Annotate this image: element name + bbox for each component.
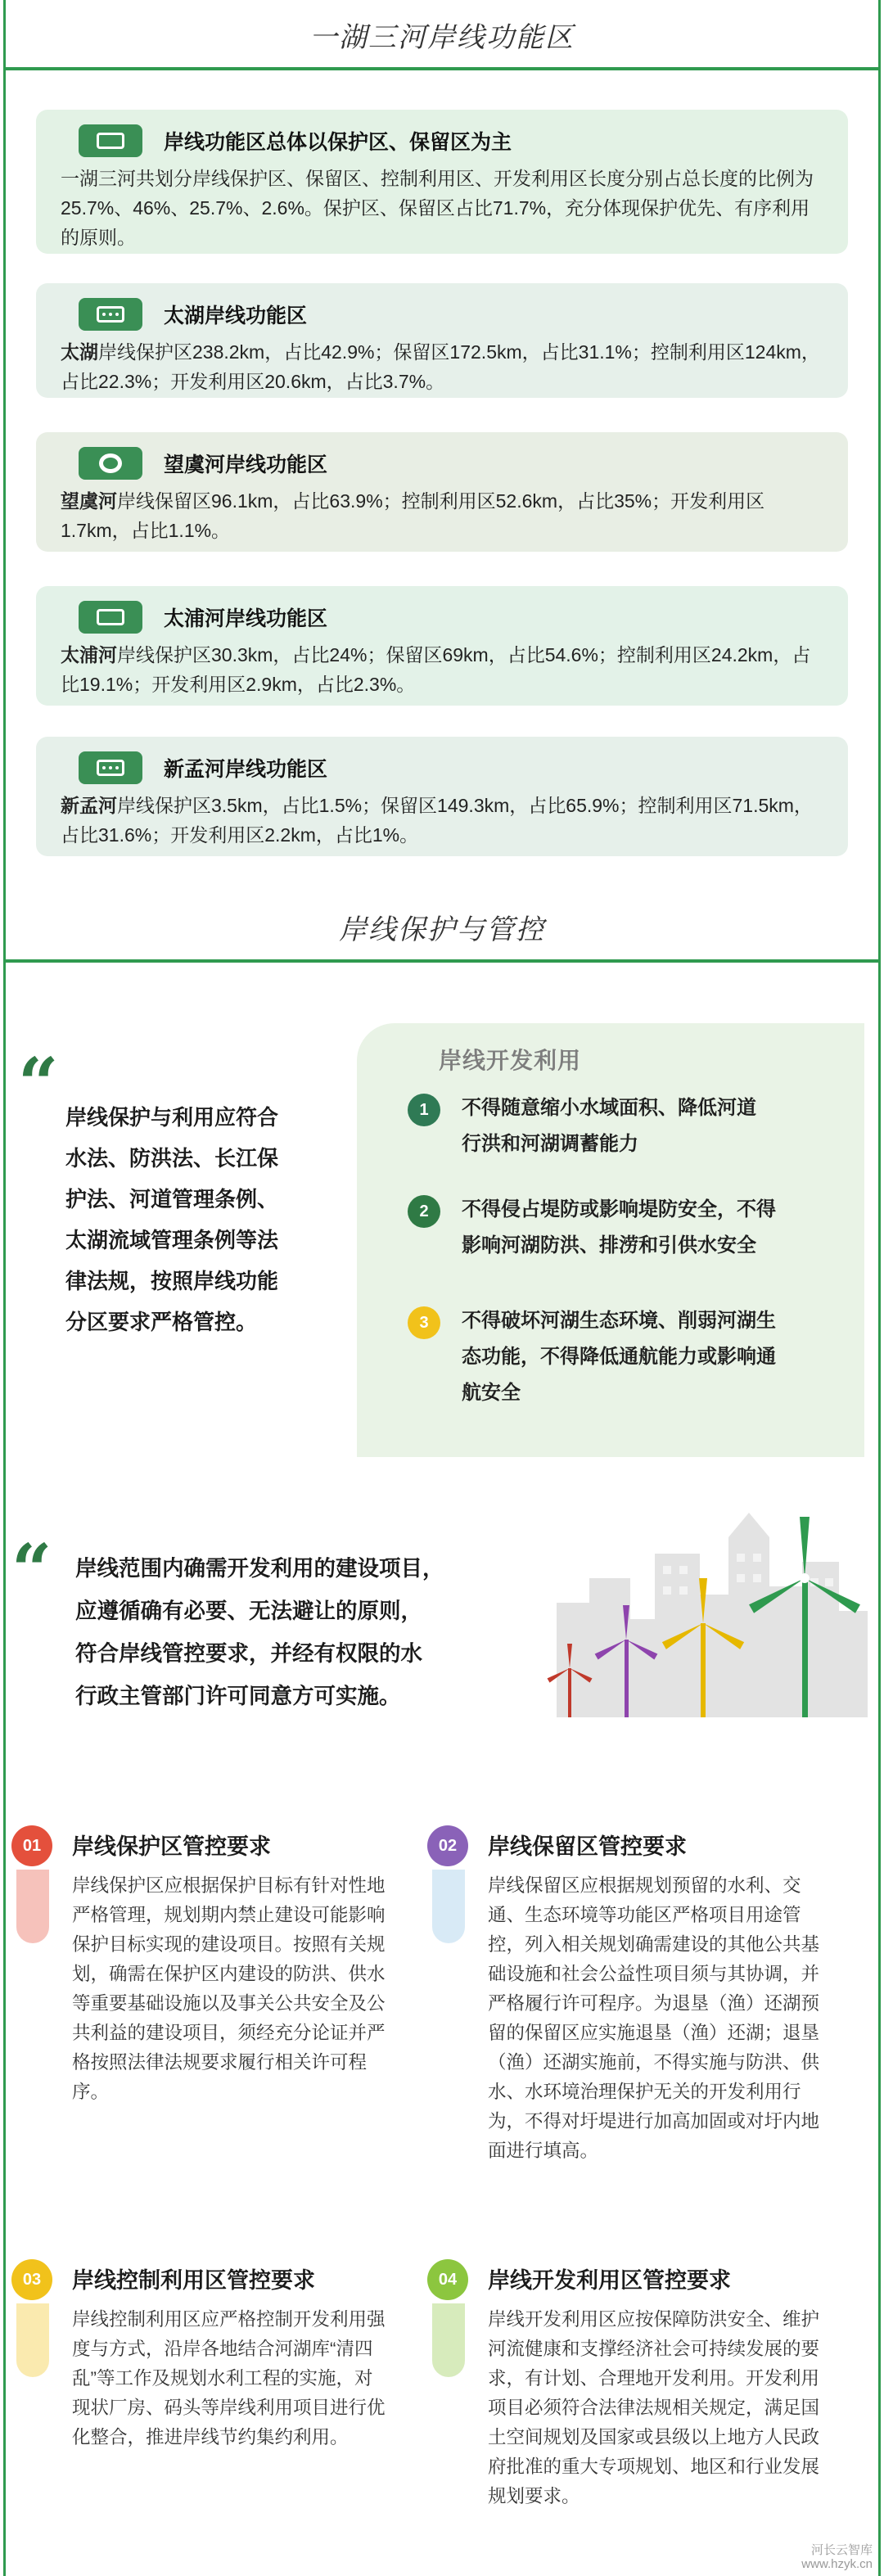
requirement-number-badge: 04 xyxy=(427,2259,468,2300)
rule-text-line: 影响河湖防洪、排涝和引供水安全 xyxy=(462,1234,756,1256)
zone-card-title: 太湖岸线功能区 xyxy=(164,305,308,327)
zone-card-title: 岸线功能区总体以保护区、保留区为主 xyxy=(164,131,512,154)
requirement-body: 岸线保留区应根据规划预留的水利、交通、生态环境等功能区严格项目用途管控，列入相关规划确需建设的其他公共基础设施和社会公益性项目须与其协调，并严格履行许可程序。为退垦（渔）还湖预留的保留区应实施退垦（渔）还湖；退垦（渔）还湖实施前，不得实施与防洪、供水、水环境治理保护无关的开发利用行为，不得对圩堤进行加高加固或对圩内地面进行填高。 xyxy=(488,1875,820,2161)
development-rule-item xyxy=(408,1303,833,1411)
rule-number-badge: 1 xyxy=(408,1094,440,1126)
rule-text-line: 不得随意缩小水域面积、降低河道 xyxy=(462,1097,756,1119)
chat-icon xyxy=(79,751,142,784)
rule-text xyxy=(462,1192,776,1264)
quote-line: 水法、防洪法、长江保 xyxy=(65,1146,279,1171)
zone-card-body xyxy=(61,164,823,252)
rule-number-badge: 3 xyxy=(408,1306,440,1339)
quote-line: 岸线范围内确需开发利用的建设项目， xyxy=(75,1556,444,1581)
zone-card-header xyxy=(61,298,823,331)
quote-line: 行政主管部门许可同意方可实施。 xyxy=(75,1684,401,1708)
zone-card-title: 太浦河岸线功能区 xyxy=(164,607,328,630)
quote-mark-icon: “ xyxy=(18,1043,59,1126)
section-divider xyxy=(3,959,881,963)
city-wind-turbine-illustration xyxy=(532,1505,868,1717)
rule-text xyxy=(462,1303,776,1411)
quote-line: 分区要求严格管控。 xyxy=(65,1310,258,1334)
requirement-body: 岸线开发利用区应按保障防洪安全、维护河流健康和支撑经济社会可持续发展的要求，有计划、合理地开发利用。开发利用项目必须符合法律法规相关规定，满足国土空间规划及国家或县级以上地方人民政府批准的重大专项规划、地区和行业发展规划要求。 xyxy=(488,2309,820,2506)
zone-card-title: 望虞河岸线功能区 xyxy=(164,453,328,476)
quote-legal-basis xyxy=(65,1097,278,1342)
rule-text-line: 不得破坏河湖生态环境、削弱河湖生 xyxy=(462,1310,776,1332)
zone-card-header xyxy=(61,751,823,784)
requirement-body: 岸线控制利用区应严格控制开发利用强度与方式，沿岸各地结合河湖库“清四乱”等工作及规划水利工程的实施，对现状厂房、码头等岸线利用项目进行优化整合，推进岸线节约集约利用。 xyxy=(72,2309,386,2447)
section-title-control: 岸线保护与管控 xyxy=(339,914,545,945)
section-title-zones: 一湖三河岸线功能区 xyxy=(309,22,575,53)
zone-stats-text: 岸线保护区238.2km，占比42.9%；保留区172.5km，占比31.1%；控制利用区124km，占比22.3%；开发利用区20.6km，占比3.7%。 xyxy=(61,341,820,392)
rule-text-line: 航安全 xyxy=(462,1382,521,1404)
zone-card xyxy=(36,737,848,856)
requirement-number-badge: 01 xyxy=(11,1825,52,1866)
development-rules-panel xyxy=(357,1023,864,1457)
zone-stats-text: 岸线保护区3.5km，占比1.5%；保留区149.3km，占比65.9%；控制利用区71.5km，占比31.6%；开发利用区2.2km，占比1%。 xyxy=(61,795,813,846)
quote-line: 护法、河道管理条例、 xyxy=(65,1187,279,1211)
quote-mark-icon: “ xyxy=(11,1529,52,1612)
zone-name: 望虞河 xyxy=(61,490,117,512)
battery-icon xyxy=(79,601,142,634)
rule-text xyxy=(462,1090,756,1162)
development-rule-item xyxy=(408,1192,833,1264)
briefcase-icon xyxy=(79,124,142,157)
quote-project-approval xyxy=(75,1547,444,1717)
section-divider xyxy=(3,67,881,70)
development-rule-item xyxy=(408,1090,833,1162)
number-badge-tail xyxy=(432,1870,465,1943)
quote-line: 岸线保护与利用应符合 xyxy=(65,1105,279,1130)
zone-stats-text: 岸线保护区30.3km，占比24%；保留区69km，占比54.6%；控制利用区24.2km，占比19.1%；开发利用区2.9km，占比2.3%。 xyxy=(61,644,811,695)
zone-card-header xyxy=(61,447,823,480)
zone-stats-text: 岸线保留区96.1km，占比63.9%；控制利用区52.6km，占比35%；开发利用区1.7km，占比1.1%。 xyxy=(61,490,765,541)
zone-name: 新孟河 xyxy=(61,795,117,816)
requirement-body: 岸线保护区应根据保护目标有针对性地严格管理，规划期内禁止建设可能影响保护目标实现的建设项目。按照有关规划，确需在保护区内建设的防洪、供水等重要基础设施以及事关公共安全及公共利益的建设项目，须经充分论证并严格按照法律法规要求履行相关许可程序。 xyxy=(72,1875,386,2102)
watermark: 河长云智库 www.hzyk.cn xyxy=(801,2543,873,2571)
quote-line: 应遵循确有必要、无法避让的原则， xyxy=(75,1599,422,1623)
zone-card xyxy=(36,283,848,398)
zone-card-body xyxy=(61,486,823,545)
rule-number-badge: 2 xyxy=(408,1195,440,1228)
zone-card-title: 新孟河岸线功能区 xyxy=(164,758,328,781)
requirement-number-badge: 02 xyxy=(427,1825,468,1866)
zone-card xyxy=(36,586,848,706)
zone-name: 太湖 xyxy=(61,341,98,363)
requirement-title: 岸线控制利用区管控要求 xyxy=(72,2268,315,2293)
number-badge-tail xyxy=(16,1870,49,1943)
zone-name: 太浦河 xyxy=(61,644,117,665)
requirement-title: 岸线保护区管控要求 xyxy=(72,1834,271,1859)
rule-text-line: 态功能，不得降低通航能力或影响通 xyxy=(462,1346,776,1368)
zone-card xyxy=(36,110,848,254)
requirement-title: 岸线开发利用区管控要求 xyxy=(488,2268,731,2293)
zone-card-header xyxy=(61,124,823,157)
zone-card-header xyxy=(61,601,823,634)
number-badge-tail xyxy=(432,2303,465,2377)
zone-stats-text: 一湖三河共划分岸线保护区、保留区、控制利用区、开发利用区长度分别占总长度的比例为25.7%、46%、25.7%、2.6%。保护区、保留区占比71.7%，充分体现保护优先、有序利用的原则。 xyxy=(61,168,814,248)
zone-card-body xyxy=(61,337,823,396)
requirement-title: 岸线保留区管控要求 xyxy=(488,1834,687,1859)
rule-text-line: 不得侵占堤防或影响堤防安全，不得 xyxy=(462,1198,776,1220)
quote-line: 太湖流域管理条例等法 xyxy=(65,1228,279,1252)
requirement-number-badge: 03 xyxy=(11,2259,52,2300)
quote-line: 律法规，按照岸线功能 xyxy=(65,1269,279,1293)
zone-card xyxy=(36,432,848,552)
number-badge-tail xyxy=(16,2303,49,2377)
quote-line: 符合岸线管控要求，并经有权限的水 xyxy=(75,1641,422,1666)
rule-text-line: 行洪和河湖调蓄能力 xyxy=(462,1133,638,1155)
development-panel-title: 岸线开发利用 xyxy=(439,1048,582,1073)
chat-icon xyxy=(79,298,142,331)
zone-card-body xyxy=(61,791,823,850)
eye-icon xyxy=(79,447,142,480)
zone-card-body xyxy=(61,640,823,699)
